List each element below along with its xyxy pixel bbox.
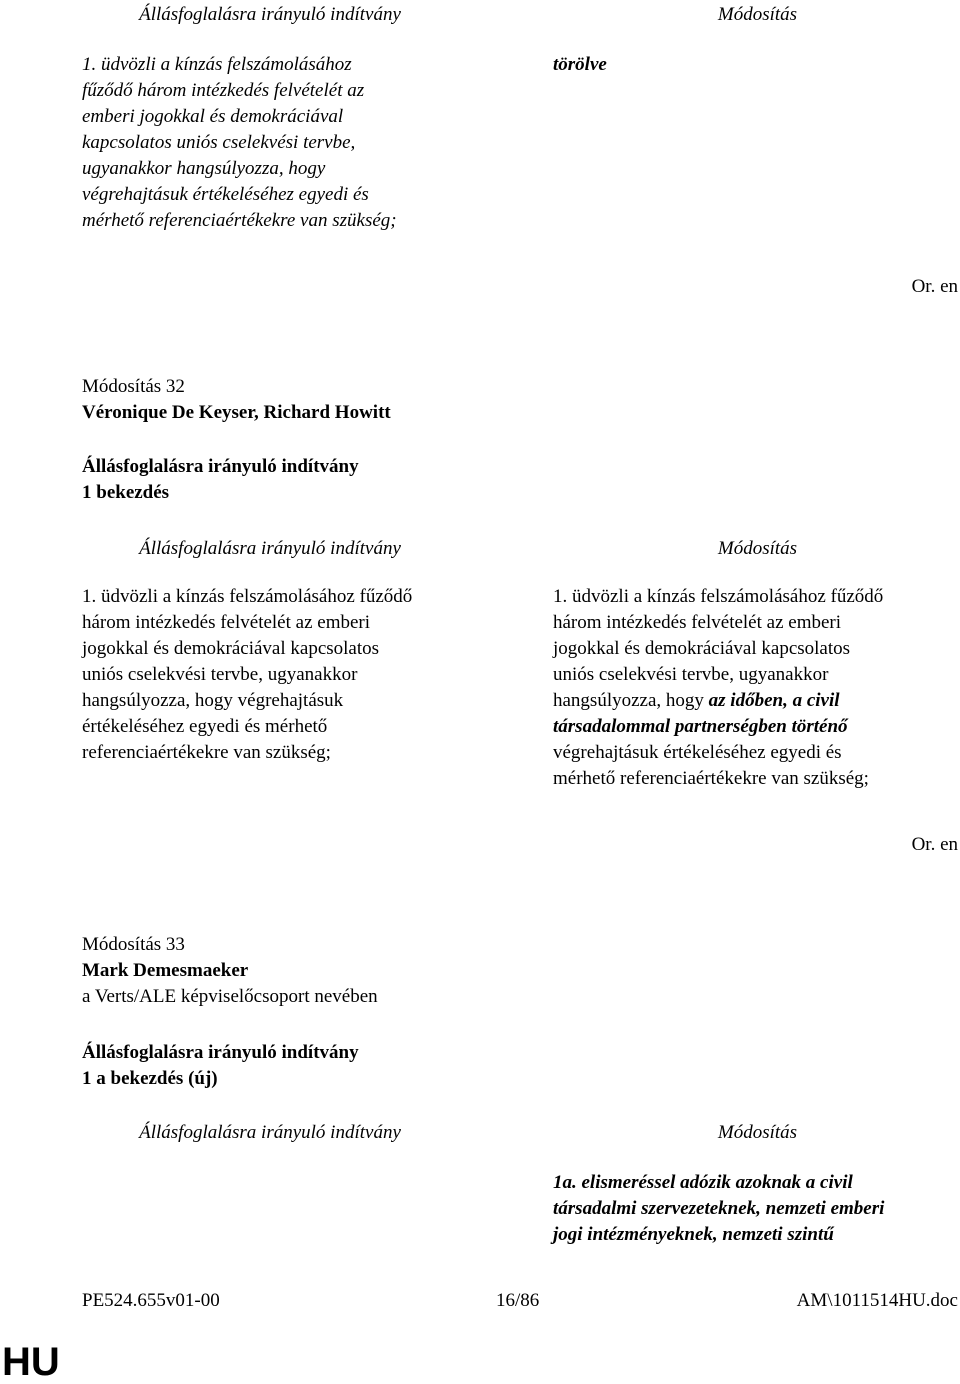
inserted-text: társadalommal partnerségben történő (553, 716, 848, 737)
amendment-paragraph: 1 bekezdés (82, 482, 170, 503)
text-line (553, 688, 953, 714)
original-text-block (82, 584, 482, 766)
left-column-heading: Állásfoglalásra irányuló indítvány (139, 1122, 401, 1143)
text-line: három intézkedés felvételét az emberi (553, 612, 842, 633)
right-column-heading: Módosítás (717, 4, 798, 25)
left-column-heading: Állásfoglalásra irányuló indítvány (139, 538, 401, 559)
amendment-number: Módosítás 32 (82, 376, 185, 397)
text-line: 1. üdvözli a kínzás felszámolásához fűződő (553, 586, 884, 607)
amended-text-block (553, 1170, 953, 1248)
amendment-author: Mark Demesmaeker (82, 960, 249, 981)
right-column-heading: Módosítás (717, 1122, 798, 1143)
amendment-group: a Verts/ALE képviselőcsoport nevében (82, 986, 378, 1007)
amendment-authors: Véronique De Keyser, Richard Howitt (82, 402, 391, 423)
text-segment: hangsúlyozza, hogy (553, 690, 709, 711)
text-line: uniós cselekvési tervbe, ugyanakkor (553, 664, 829, 685)
footer-file-name: AM\1011514HU.doc (796, 1290, 958, 1311)
language-code: HU (2, 1340, 60, 1384)
amendment-section: Állásfoglalásra irányuló indítvány (82, 456, 359, 477)
footer-document-reference: PE524.655v01-00 (82, 1290, 220, 1311)
text-line: referenciaértékekre van szükség; (82, 742, 331, 763)
inserted-text: társadalmi szervezeteknek, nemzeti emberi (553, 1198, 885, 1219)
text-line: 1. üdvözli a kínzás felszámolásához (82, 54, 352, 75)
inserted-text: 1a. elismeréssel adózik azoknak a civil (553, 1172, 853, 1193)
text-line: három intézkedés felvételét az emberi (82, 612, 371, 633)
amended-text-deleted: törölve (553, 54, 607, 75)
text-line: értékeléséhez egyedi és mérhető (82, 716, 328, 737)
original-text-block (82, 52, 482, 234)
inserted-text: az időben, a civil (708, 690, 840, 711)
text-line: mérhető referenciaértékekre van szükség; (82, 210, 397, 231)
footer-page-number: 16/86 (496, 1290, 540, 1311)
text-line: jogokkal és demokráciával kapcsolatos (82, 638, 380, 659)
inserted-text: jogi intézményeknek, nemzeti szintű (553, 1224, 834, 1245)
original-language: Or. en (911, 276, 958, 297)
text-line: mérhető referenciaértékekre van szükség; (553, 768, 869, 789)
right-column-heading: Módosítás (717, 538, 798, 559)
amended-text-block (553, 584, 953, 792)
text-line: jogokkal és demokráciával kapcsolatos (553, 638, 851, 659)
text-line: uniós cselekvési tervbe, ugyanakkor (82, 664, 358, 685)
amendment-number: Módosítás 33 (82, 934, 185, 955)
text-line: emberi jogokkal és demokráciával (82, 106, 344, 127)
left-column-heading: Állásfoglalásra irányuló indítvány (139, 4, 401, 25)
amendment-paragraph: 1 a bekezdés (új) (82, 1068, 218, 1089)
text-line: 1. üdvözli a kínzás felszámolásához fűződő (82, 586, 413, 607)
original-language: Or. en (911, 834, 958, 855)
text-line: ugyanakkor hangsúlyozza, hogy (82, 158, 326, 179)
amendment-section: Állásfoglalásra irányuló indítvány (82, 1042, 359, 1063)
text-line: fűződő három intézkedés felvételét az (82, 80, 365, 101)
text-line: végrehajtásuk értékeléséhez egyedi és (553, 742, 842, 763)
text-line: hangsúlyozza, hogy végrehajtásuk (82, 690, 344, 711)
text-line: kapcsolatos uniós cselekvési tervbe, (82, 132, 356, 153)
text-line: végrehajtásuk értékeléséhez egyedi és (82, 184, 369, 205)
